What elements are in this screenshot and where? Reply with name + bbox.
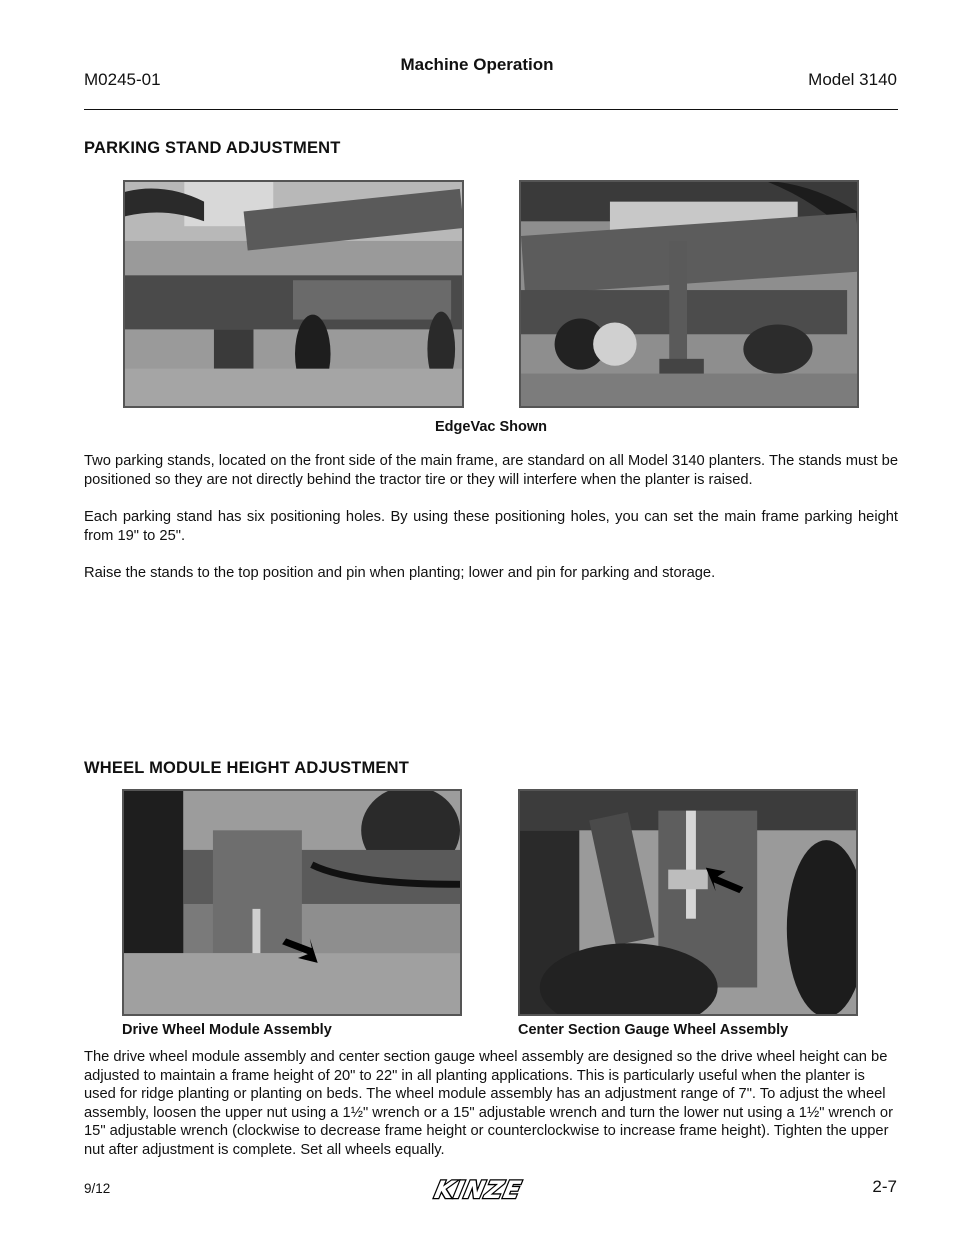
page-number: 2-7 — [872, 1177, 897, 1196]
kinze-logo — [430, 1176, 550, 1204]
parking-stand-heading: PARKING STAND ADJUSTMENT — [84, 139, 341, 157]
section-title: Machine Operation — [400, 55, 554, 74]
svg-text:KINZE: KINZE — [432, 1176, 525, 1204]
wheel-module-paragraph: The drive wheel module assembly and center section gauge wheel assembly are designed so the drive wheel height can be adjusted to maintain a frame height of 20" to 22" in all planting applications. This is particularly useful when the planter is used for ridge planting or planting on beds. The wheel module assembly has an adjustment range of 7". To adjust the wheel assembly, loosen the upper nut using a 1½" wrench or a 15" adjustable wrench and turn the lower nut using a 1½" wrench or 15" adjustable wrench (clockwise to decrease frame height or counterclockwise to increase frame height). Tighten the upper nut after adjustment is complete. Set all wheels equally. — [84, 1049, 893, 1158]
header-divider — [84, 109, 898, 110]
drive-wheel-caption: Drive Wheel Module Assembly — [122, 1022, 332, 1038]
drive-wheel-module-photo — [122, 789, 462, 1016]
wheel-module-heading: WHEEL MODULE HEIGHT ADJUSTMENT — [84, 759, 410, 777]
parking-paragraph-3: Raise the stands to the top position and pin when planting; lower and pin for parking and storage. — [84, 565, 716, 581]
parking-stand-photo-left — [123, 180, 464, 408]
model-label: Model 3140 — [808, 70, 897, 89]
parking-stand-photo-right — [519, 180, 859, 408]
center-section-gauge-wheel-photo — [518, 789, 858, 1016]
parking-paragraph-2: Each parking stand has six positioning holes. By using these positioning holes, you can set the main frame parking height from 19" to 25". — [84, 509, 898, 544]
revision-date: 9/12 — [84, 1181, 111, 1196]
parking-paragraph-1: Two parking stands, located on the front side of the main frame, are standard on all Model 3140 planters. The stands must be positioned so they are not directly behind the tractor tire or they will interfere when the planter is raised. — [84, 453, 898, 488]
edgevac-caption: EdgeVac Shown — [435, 419, 547, 435]
gauge-wheel-caption: Center Section Gauge Wheel Assembly — [518, 1022, 789, 1038]
document-number: M0245-01 — [84, 70, 161, 89]
